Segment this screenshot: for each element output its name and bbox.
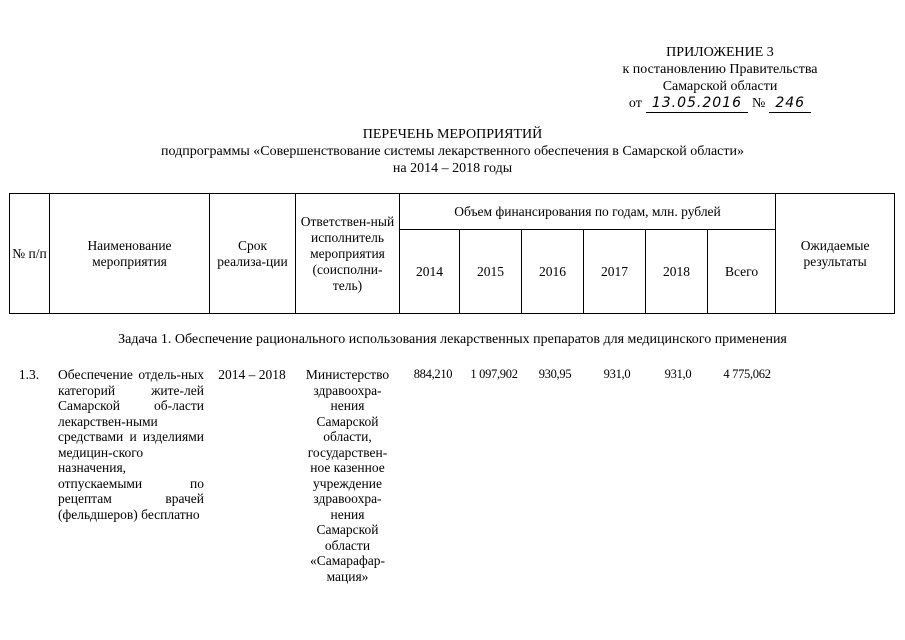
- row-num: 1.3.: [18, 367, 40, 382]
- row-value-2015: 1 097,902: [470, 367, 518, 381]
- appendix-block: [560, 44, 880, 113]
- appendix-line2: Самарской области: [662, 79, 778, 94]
- header-year-2016: 2016: [522, 230, 584, 314]
- number-prefix: №: [752, 96, 766, 111]
- row-term: 2014 – 2018: [218, 367, 286, 382]
- header-year-2014: 2014: [400, 230, 460, 314]
- header-year-2018: 2018: [646, 230, 708, 314]
- appendix-line1: к постановлению Правительства: [622, 62, 818, 77]
- row-value-2018: 931,0: [664, 367, 692, 381]
- document-heading: [0, 126, 905, 177]
- header-total: Всего: [708, 230, 776, 314]
- measures-table-header: [9, 193, 895, 314]
- row-value-total: 4 775,062: [723, 367, 771, 381]
- appendix-date-row: [560, 95, 880, 113]
- header-year-2017: 2017: [584, 230, 646, 314]
- row-value-2017: 931,0: [603, 367, 631, 381]
- number-value: 246: [769, 95, 811, 113]
- task-heading: Задача 1. Обеспечение рационального использования лекарственных препаратов для медицинского применения: [118, 332, 787, 347]
- date-prefix: от: [628, 96, 642, 111]
- header-name: Наименование мероприятия: [50, 194, 210, 314]
- document-subtitle: подпрограммы «Совершенствование системы лекарственного обеспечения в Самарской области»: [161, 144, 744, 159]
- header-num: № п/п: [10, 194, 50, 314]
- row-value-2016: 930,95: [538, 367, 572, 381]
- header-results: Ожидаемые результаты: [776, 194, 895, 314]
- row-name: Обеспечение отдель-ных категорий жите-лей Самарской об-ласти лекарствен-ными средствами и изделиями медицин-ского назначения, отпускаемыми по рецептам врачей (фельдшеров) бесплатно: [58, 367, 204, 522]
- document-period: на 2014 – 2018 годы: [392, 161, 513, 176]
- header-executor: Ответствен-ный исполнитель мероприятия (соисполни-тель): [296, 194, 400, 314]
- header-year-2015: 2015: [460, 230, 522, 314]
- date-value: 13.05.2016: [646, 95, 748, 113]
- header-funding: Объем финансирования по годам, млн. рублей: [400, 194, 776, 230]
- header-term: Срок реализа-ции: [210, 194, 296, 314]
- appendix-title: ПРИЛОЖЕНИЕ 3: [666, 45, 774, 60]
- document-title: ПЕРЕЧЕНЬ МЕРОПРИЯТИЙ: [362, 127, 543, 142]
- row-executor: Министерство здравоохра-нения Самарской области, государствен-ное казенное учреждение здравоохра-нения Самарской области «Самарафар-мация»: [305, 367, 390, 584]
- row-value-2014: 884,210: [413, 367, 453, 381]
